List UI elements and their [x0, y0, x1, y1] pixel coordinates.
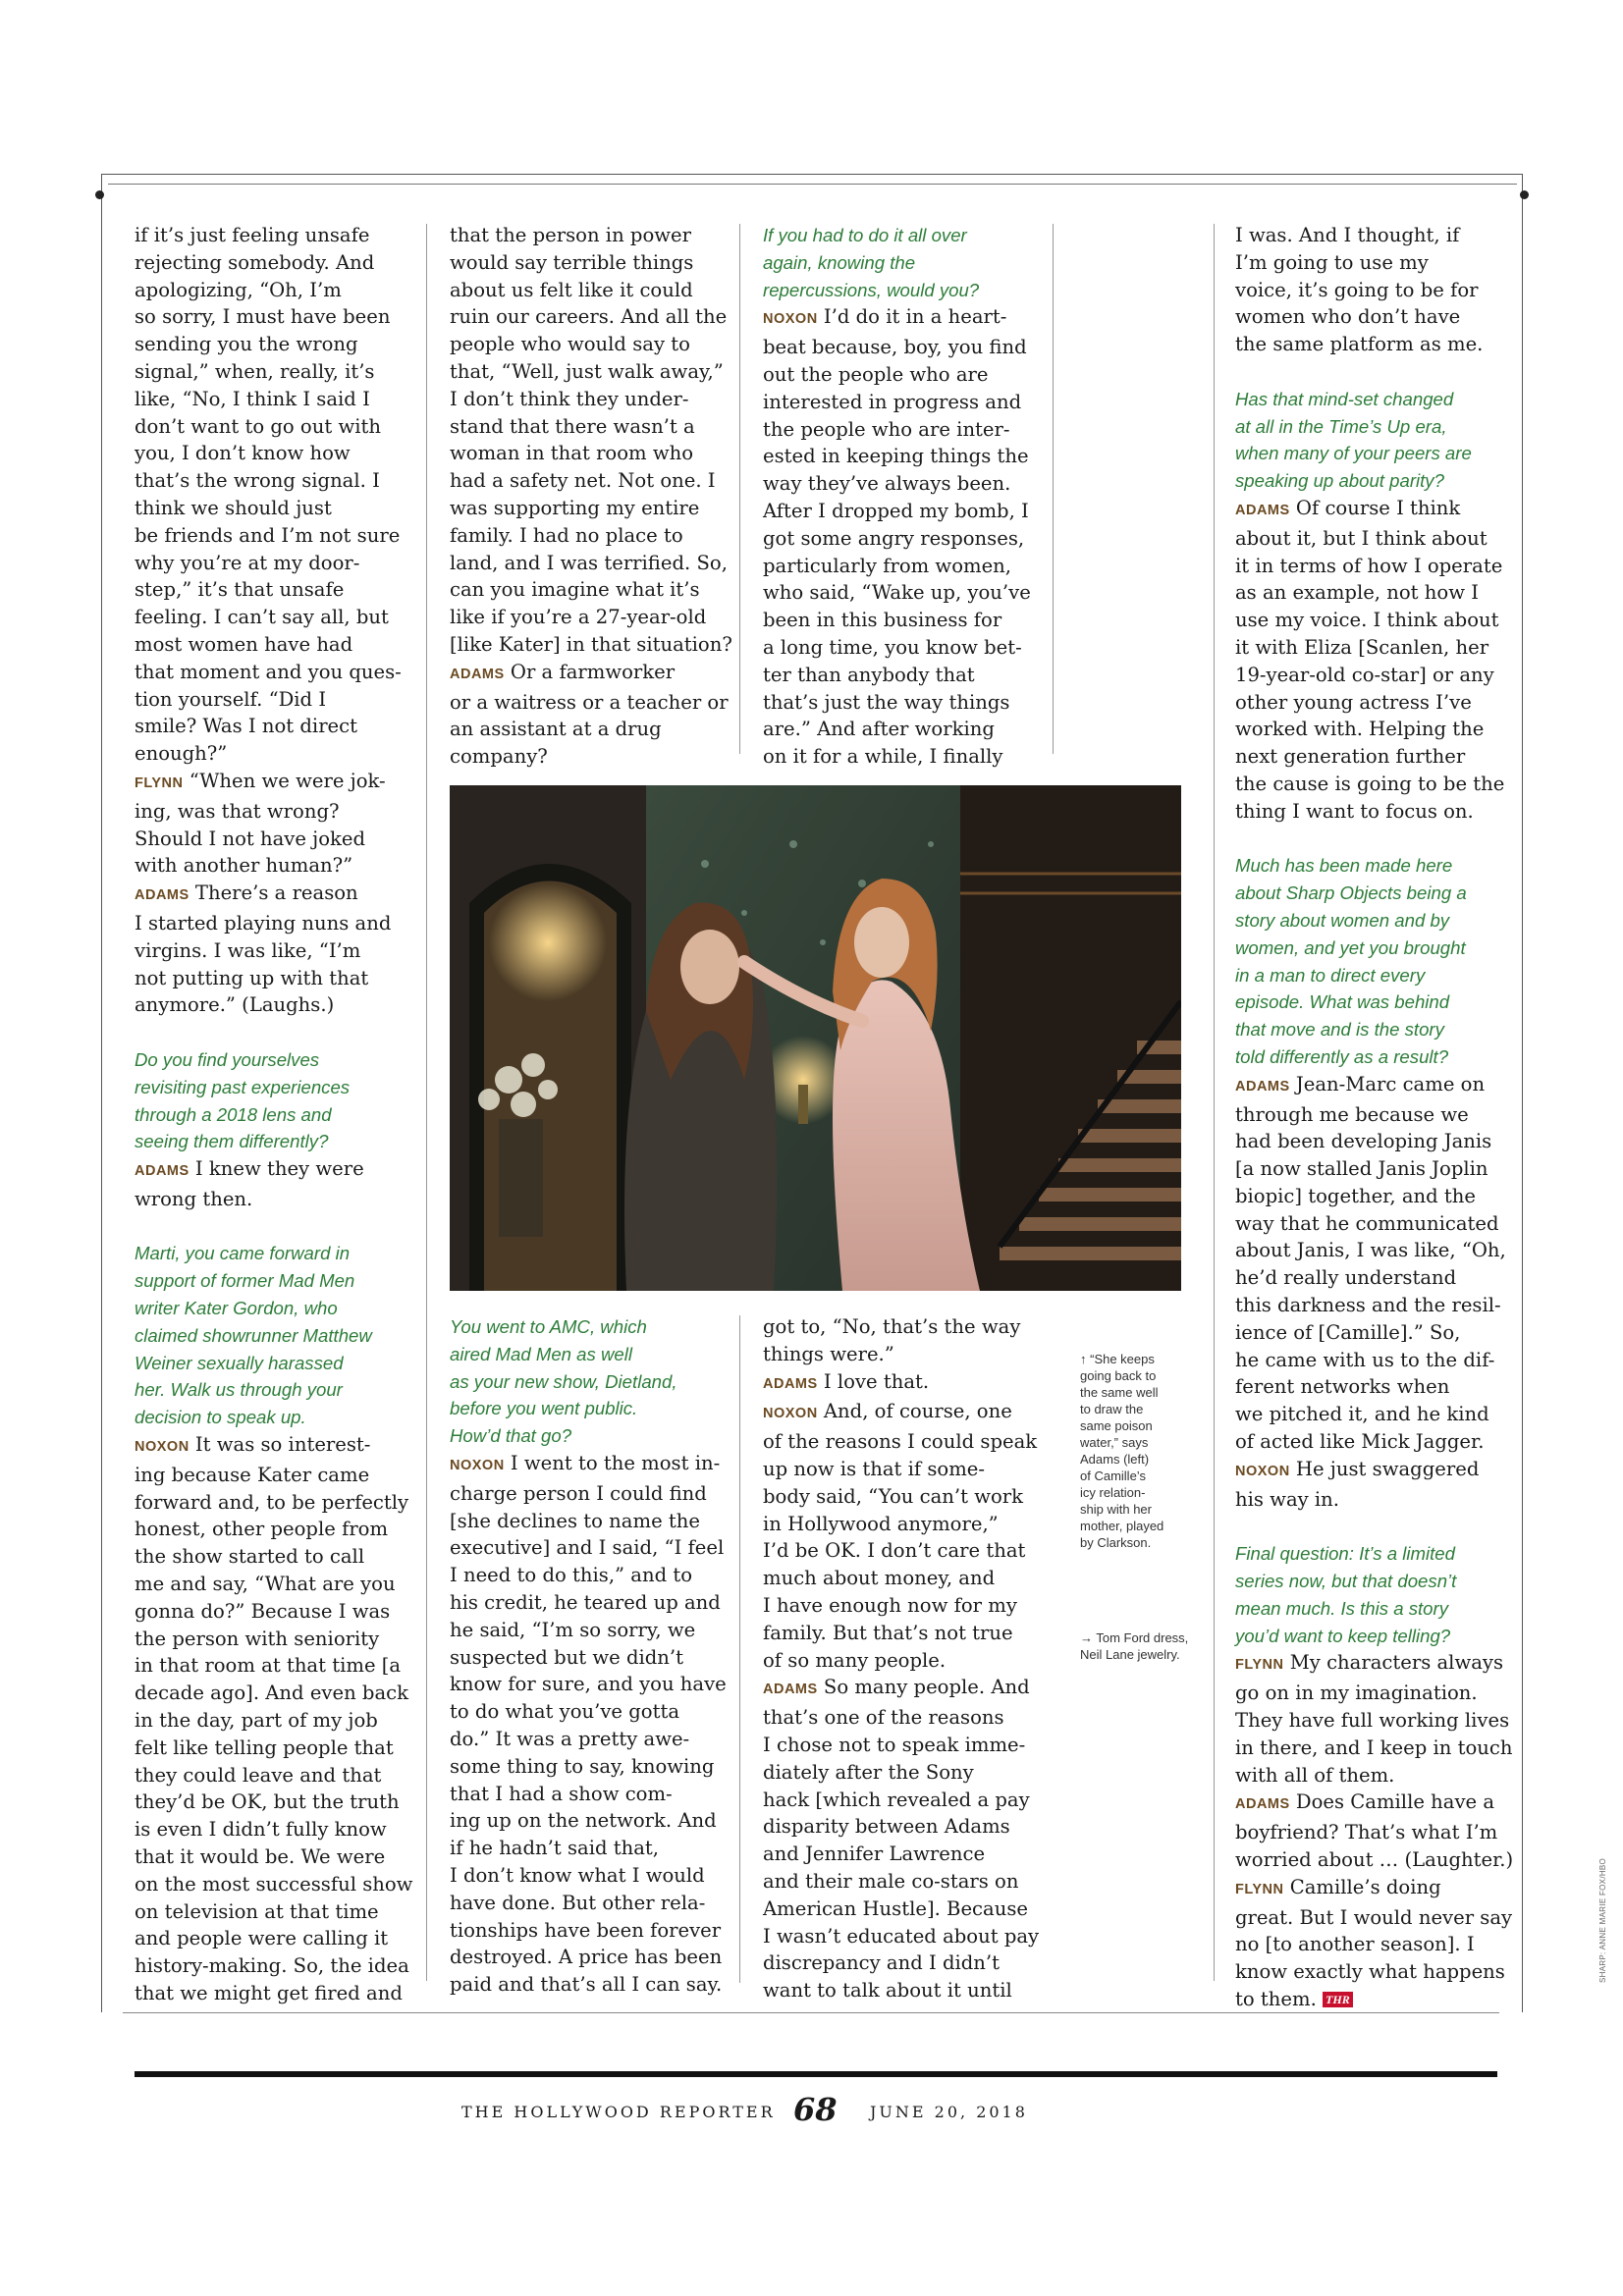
- interview-answer: [1235, 1649, 1513, 1789]
- answer-text: My characters always go on in my imagination. They have full working lives in there, and I keep in touch with all of them.: [1235, 1651, 1513, 1787]
- body-text: I was. And I thought, if I’m going to use my voice, it’s going to be for women who don’t have the same platform as me.: [1235, 224, 1484, 356]
- answer-text: Of course I think about it, but I think about it in terms of how I operate as an example, not how I use my voice. I think about it with Eliza [Scanlen, her 19-year-old co-star] or any other young actress I’ve worked with. Helping the next generation further the cause is going to be the thing I want to focus on.: [1235, 496, 1505, 823]
- body-text: that the person in power would say terrible things about us felt like it could ruin our careers. And all the people who would say to that, “Well, just walk away,” I don’t think they under- stand that there wasn’t a woman in that room who had a safety net. Not one. I was supporting my entire family. I had no place to land, and I was terrified. So, can you imagine what it’s like if you’re a 27-year-old [like Kater] in that situation?: [450, 224, 732, 656]
- column-divider: [739, 1315, 740, 1983]
- interview-question: Has that mind-set changed at all in the Time’s Up era, when many of your peers are speaking up about parity?: [1235, 388, 1472, 492]
- page-frame-top: [101, 174, 1523, 190]
- page-frame-inner-rule: [108, 184, 1517, 185]
- answer-text: “When we were jok- ing, was that wrong? Should I not have joked with another human?”: [135, 769, 386, 878]
- speaker-label: FLYNN: [1235, 1881, 1284, 1897]
- answer-text: I’d do it in a heart- beat because, boy, you find out the people who are interested in progress and the people who are inter- ested in keeping things the way they’ve always been. After I dropped my bomb, I got some angry responses, particularly from women, who said, “Wake up, you’ve been in this business for a long time, you know bet- ter than anybody that that’s just the way things are.” And after working on it for a while, I finally: [763, 305, 1031, 769]
- speaker-label: FLYNN: [1235, 1657, 1284, 1674]
- article-column-4: [1235, 222, 1513, 2013]
- answer-text: There’s a reason I started playing nuns and virgins. I was like, “I’m not putting up with that anymore.” (Laughs.): [135, 881, 392, 1017]
- speaker-label: NOXON: [135, 1439, 189, 1456]
- interview-question: You went to AMC, which aired Mad Men as well as your new show, Dietland, before you went public. How’d that go?: [450, 1316, 677, 1447]
- paragraph-gap: [135, 1213, 412, 1241]
- article-column-1: [135, 222, 412, 2007]
- frame-corner-dot: [95, 190, 104, 199]
- answer-text: Camille’s doing great. But I would never say no [to another season]. I know exactly what happens to them.: [1235, 1875, 1513, 2010]
- footer-date: JUNE 20, 2018: [870, 2103, 1028, 2121]
- frame-corner-dot: [1520, 190, 1529, 199]
- interview-answer: [135, 1431, 412, 2007]
- answer-text: It was so interest- ing because Kater came forward and, to be perfectly honest, other people from the show started to call me and say, “What are you gonna do?” Because I was the person with seniority in that room at that time [a decade ago]. And even back in the day, part of my job felt like telling people that they could leave and that they’d be OK, but the truth is even I didn’t fully know that it would be. We were on the most successful show on television at that time and people were calling it history-making. So, the idea that we might get fired and: [135, 1433, 413, 2004]
- answer-text: He just swaggered his way in.: [1235, 1457, 1480, 1511]
- photo-caption: [1080, 1317, 1188, 1680]
- speaker-label: ADAMS: [1235, 1078, 1290, 1095]
- interview-answer: [1235, 1071, 1513, 1456]
- interview-question: Marti, you came forward in support of former Mad Men writer Kater Gordon, who claimed showrunner Matthew Weiner sexually harassed her. Walk us through your decision to speak up.: [135, 1243, 372, 1428]
- article-column-2-bottom: [450, 1313, 727, 1999]
- interview-question: Much has been made here about Sharp Objects being a story about women and by women, and yet you brought in a man to direct every episode. What was behind that move and is the story told differently as a result?: [1235, 855, 1467, 1067]
- answer-text: I went to the most in- charge person I could find [she declines to name the executive] and I said, “I feel I need to do this,” and to his credit, he teared up and he said, “I’m so sorry, we suspected but we didn’t know for sure, and you have to do what you’ve gotta do.” It was a pretty awe- some thing to say, knowing that I had a show com- ing up on the network. And if he hadn’t said that, I don’t know what I would have done. But other rela- tionships have been forever destroyed. A price has been paid and that’s all I can say.: [450, 1451, 727, 1997]
- speaker-label: FLYNN: [135, 774, 184, 791]
- answer-text: I knew they were wrong then.: [135, 1157, 364, 1210]
- interview-answer: [135, 880, 412, 1019]
- interview-answer: [763, 1674, 1039, 2004]
- article-column-3-top: [763, 222, 1031, 771]
- speaker-label: NOXON: [450, 1457, 505, 1473]
- speaker-label: ADAMS: [1235, 1796, 1290, 1813]
- bottom-rule: [123, 2012, 1499, 2013]
- paragraph-gap: [135, 1019, 412, 1046]
- answer-text: I love that.: [817, 1369, 930, 1393]
- speaker-label: ADAMS: [135, 1163, 189, 1180]
- body-text: got to, “No, that’s the way things were.”: [763, 1315, 1021, 1365]
- interview-answer: [450, 659, 732, 771]
- interview-answer: [763, 303, 1031, 771]
- speaker-label: ADAMS: [450, 666, 505, 682]
- interview-answer: [1235, 1456, 1513, 1514]
- interview-answer: [763, 1398, 1039, 1674]
- answer-text: Does Camille have a boyfriend? That’s what I’m worried about … (Laughter.): [1235, 1790, 1514, 1872]
- interview-answer: [1235, 495, 1513, 826]
- paragraph-gap: [1235, 826, 1513, 853]
- paragraph-gap: [1235, 358, 1513, 386]
- paragraph-gap: [1235, 1513, 1513, 1540]
- answer-text: Or a farmworker or a waitress or a teacher or an assistant at a drug company?: [450, 660, 729, 769]
- speaker-label: ADAMS: [763, 1375, 818, 1392]
- speaker-label: NOXON: [1235, 1463, 1290, 1479]
- column-divider: [1053, 224, 1054, 754]
- footer-page-number: 68: [793, 2091, 838, 2128]
- interview-answer: [1235, 1789, 1513, 1873]
- article-column-2-top: [450, 222, 732, 771]
- article-column-3-bottom: [763, 1313, 1039, 2004]
- caption-wardrobe-credit: → Tom Ford dress, Neil Lane jewelry.: [1080, 1630, 1189, 1662]
- footer-bar: [135, 2071, 1497, 2077]
- column-divider: [426, 224, 427, 1981]
- footer-publication: THE HOLLYWOOD REPORTER: [461, 2103, 776, 2121]
- answer-text: And, of course, one of the reasons I could speak up now is that if some- body said, “You can’t work in Hollywood anymore,” I’d be OK. I don’t care that much about money, and I have enough now for my family. But that’s not true of so many people.: [763, 1400, 1038, 1672]
- speaker-label: NOXON: [763, 1406, 818, 1422]
- interview-answer: [135, 1155, 412, 1213]
- interview-answer: [763, 1368, 1039, 1399]
- column-divider: [739, 224, 740, 754]
- speaker-label: ADAMS: [135, 887, 189, 904]
- speaker-label: ADAMS: [1235, 502, 1290, 518]
- interview-question: Do you find yourselves revisiting past experiences through a 2018 lens and seeing them differently?: [135, 1048, 351, 1152]
- interview-answer: [1235, 1874, 1513, 2013]
- answer-text: So many people. And that’s one of the reasons I chose not to speak imme- diately after the Sony hack [which revealed a pay disparity between Adams and Jennifer Lawrence and their male co-stars on American Hustle]. Because I wasn’t educated about pay discrepancy and I didn’t want to talk about it until: [763, 1676, 1040, 2002]
- interview-answer: [135, 768, 412, 880]
- speaker-label: NOXON: [763, 311, 818, 328]
- column-divider: [1214, 224, 1215, 1981]
- end-mark-logo: THR: [1323, 1992, 1353, 2007]
- speaker-label: ADAMS: [763, 1682, 818, 1698]
- scene-photo: [450, 785, 1181, 1291]
- interview-question: If you had to do it all over again, knowing the repercussions, would you?: [763, 225, 980, 300]
- photo-credit: SHARP: ANNE MARIE FOX/HBO: [1598, 1857, 1607, 1983]
- interview-answer: [450, 1450, 727, 1999]
- interview-question: Final question: It’s a limited series now, but that doesn’t mean much. Is this a story you’d want to keep telling?: [1235, 1543, 1457, 1646]
- body-text: if it’s just feeling unsafe rejecting somebody. And apologizing, “Oh, I’m so sorry, I must have been sending you the wrong signal,” when, really, it’s like, “No, I think I said I don’t want to go out with you, I don’t know how that’s the wrong signal. I think we should just be friends and I’m not sure why you’re at my door- step,” it’s that unsafe feeling. I can’t say all, but most women have had that moment and you ques- tion yourself. “Did I smile? Was I not direct enough?”: [135, 224, 402, 766]
- answer-text: Jean-Marc came on through me because we had been developing Janis [a now stalled Janis Joplin biopic] together, and the way that he communicated about Janis, I was like, “Oh, he’d really understand this darkness and the resil- ience of [Camille].” So, he came with us to the dif- ferent networks when we pitched it, and he kind of acted like Mick Jagger.: [1235, 1072, 1506, 1454]
- caption-text: ↑ “She keeps going back to the same well to draw the same poison water,” says Adams (left) of Camille’s icy relation- ship with her mother, played by Clarkson.: [1080, 1352, 1164, 1550]
